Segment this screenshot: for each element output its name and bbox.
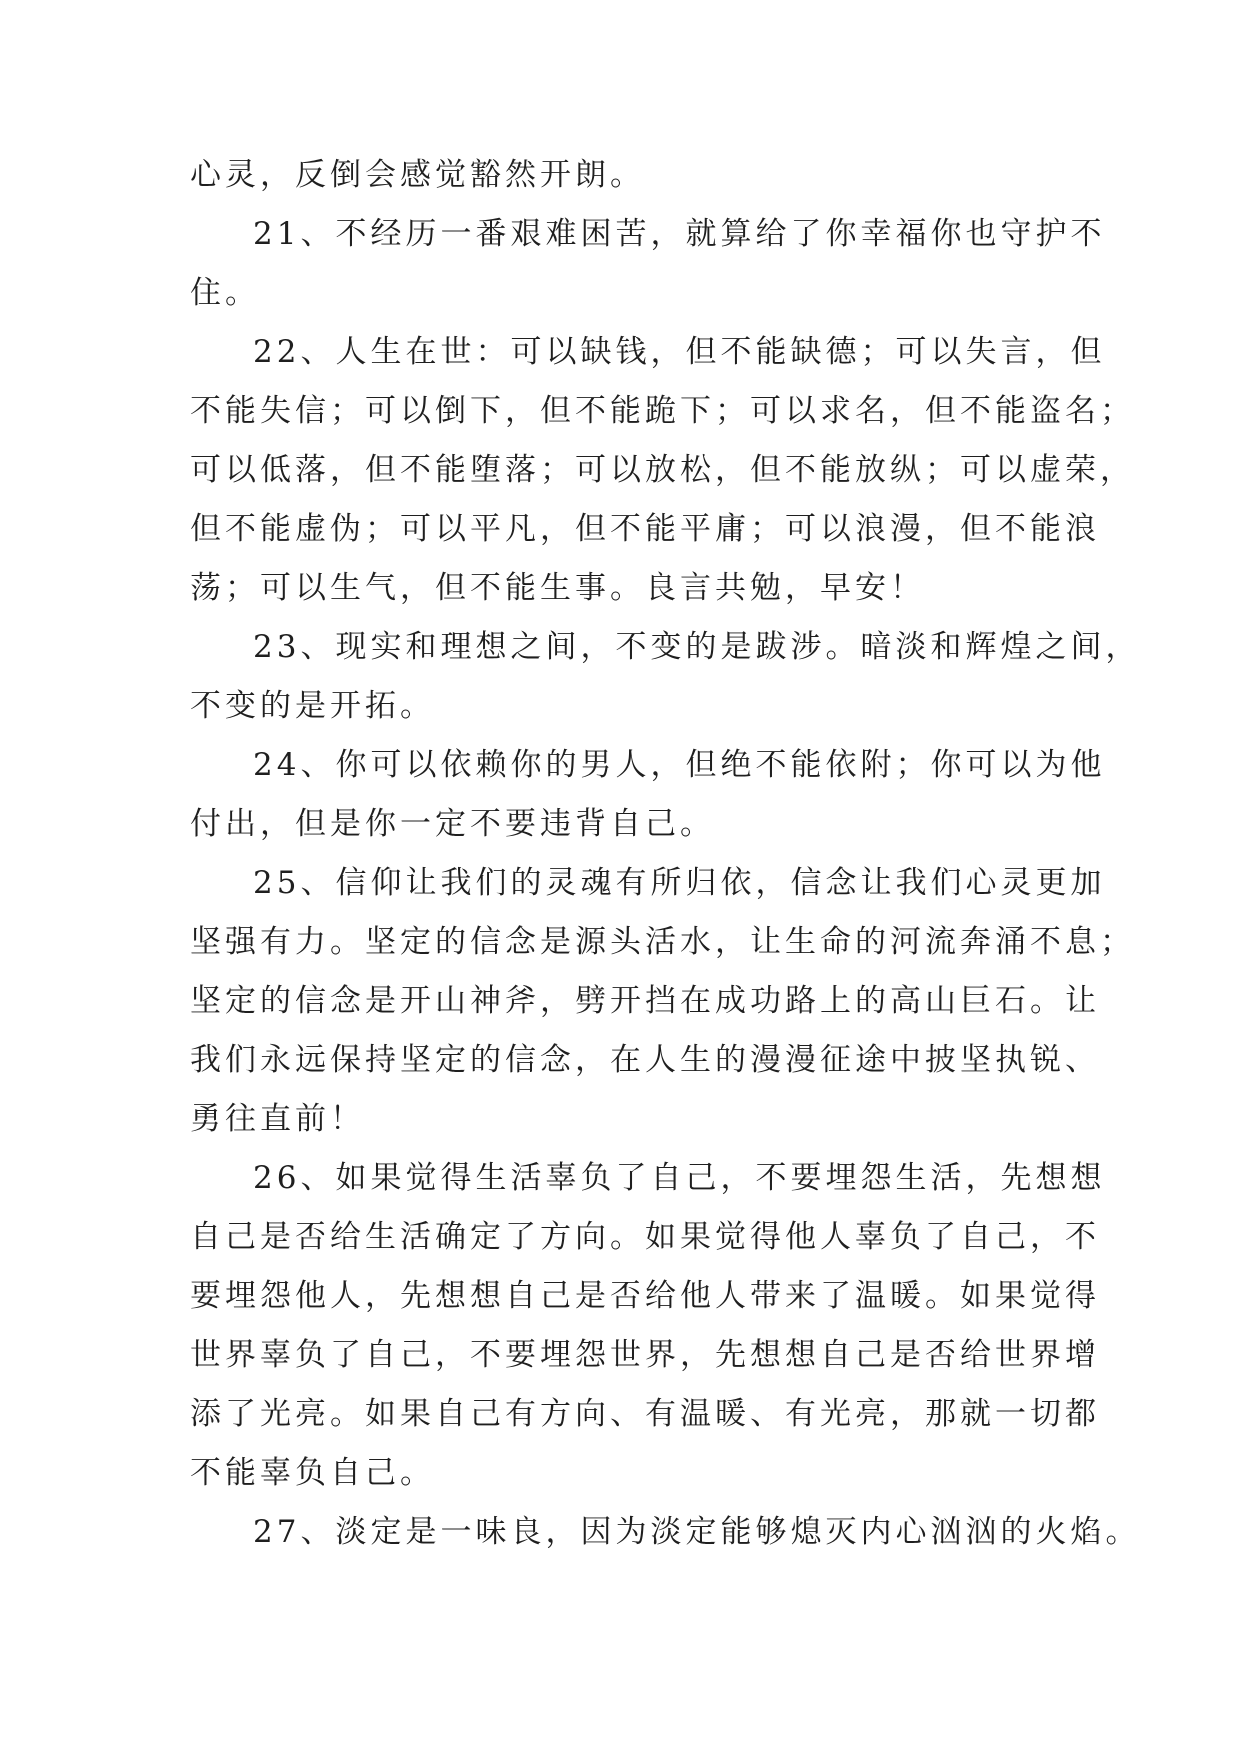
text-line: 不能失信；可以倒下，但不能跪下；可以求名，但不能盗名； (190, 393, 1135, 429)
text-line: 付出，但是你一定不要违背自己。 (190, 806, 715, 842)
text-line: 21、不经历一番艰难困苦，就算给了你幸福你也守护不 (253, 216, 1106, 252)
document-body (190, 146, 1141, 1562)
text-line: 世界辜负了自己，不要埋怨世界，先想想自己是否给世界增 (190, 1337, 1100, 1373)
text-line: 心灵，反倒会感觉豁然开朗。 (190, 157, 645, 193)
text-line: 添了光亮。如果自己有方向、有温暖、有光亮，那就一切都 (190, 1396, 1100, 1432)
text-line: 可以低落，但不能堕落；可以放松，但不能放纵；可以虚荣， (190, 452, 1135, 488)
text-line: 要埋怨他人，先想想自己是否给他人带来了温暖。如果觉得 (190, 1278, 1100, 1314)
text-line: 坚强有力。坚定的信念是源头活水，让生命的河流奔涌不息； (190, 924, 1135, 960)
text-line: 住。 (190, 275, 260, 311)
text-line: 不变的是开拓。 (190, 688, 435, 724)
text-line: 24、你可以依赖你的男人，但绝不能依附；你可以为他 (253, 747, 1106, 783)
text-line: 坚定的信念是开山神斧，劈开挡在成功路上的高山巨石。让 (190, 983, 1100, 1019)
text-line: 勇往直前！ (190, 1101, 365, 1137)
text-line: 荡；可以生气，但不能生事。良言共勉，早安！ (190, 570, 925, 606)
text-line: 27、淡定是一味良，因为淡定能够熄灭内心汹汹的火焰。 (253, 1514, 1141, 1550)
text-line: 但不能虚伪；可以平凡，但不能平庸；可以浪漫，但不能浪 (190, 511, 1100, 547)
text-line: 自己是否给生活确定了方向。如果觉得他人辜负了自己，不 (190, 1219, 1100, 1255)
text-line: 26、如果觉得生活辜负了自己，不要埋怨生活，先想想 (253, 1160, 1106, 1196)
text-line: 22、人生在世：可以缺钱，但不能缺德；可以失言，但 (253, 334, 1106, 370)
text-line: 我们永远保持坚定的信念，在人生的漫漫征途中披坚执锐、 (190, 1042, 1100, 1078)
text-line: 不能辜负自己。 (190, 1455, 435, 1491)
text-line: 25、信仰让我们的灵魂有所归依，信念让我们心灵更加 (253, 865, 1106, 901)
text-line: 23、现实和理想之间，不变的是跋涉。暗淡和辉煌之间， (253, 629, 1141, 665)
